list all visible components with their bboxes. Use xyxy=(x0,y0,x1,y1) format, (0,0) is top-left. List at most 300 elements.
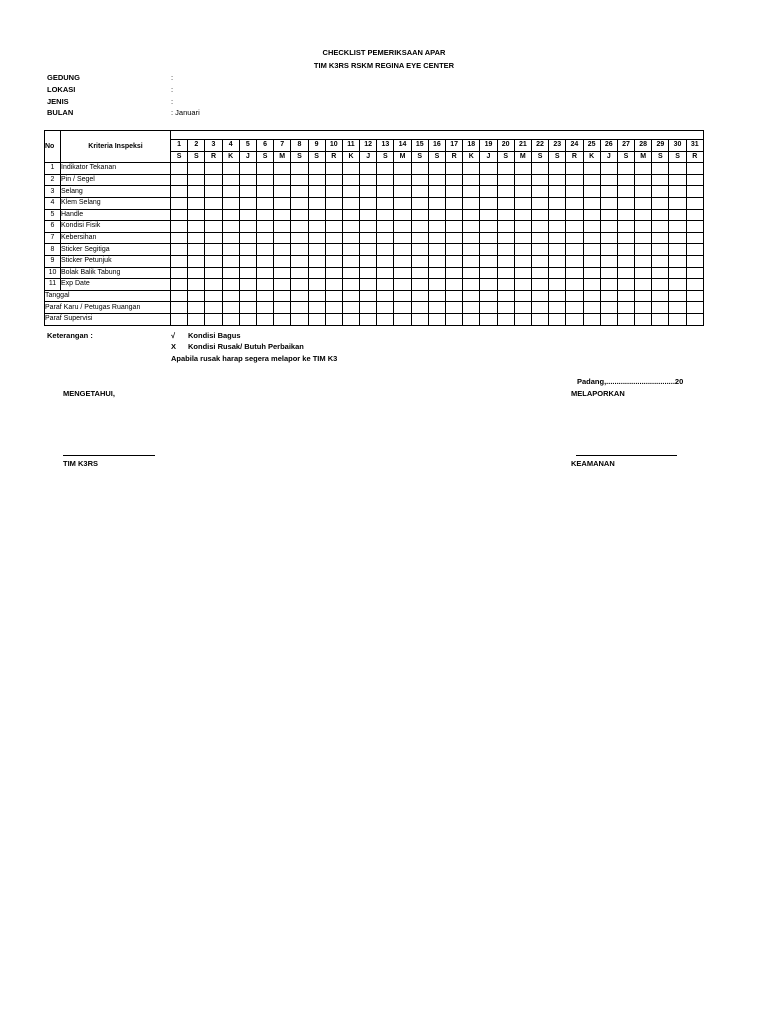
check-cell xyxy=(291,232,308,244)
check-cell xyxy=(566,244,583,256)
check-cell xyxy=(635,244,652,256)
footer-cell xyxy=(428,302,445,314)
check-cell xyxy=(463,174,480,186)
check-cell xyxy=(480,244,497,256)
table-row xyxy=(45,255,704,267)
info-value-gedung: : xyxy=(171,73,174,82)
check-cell xyxy=(480,163,497,175)
check-cell xyxy=(480,267,497,279)
weekday-letter: S xyxy=(171,151,188,163)
footer-cell xyxy=(446,290,463,302)
criteria-label: Exp Date xyxy=(61,279,171,291)
check-cell xyxy=(566,221,583,233)
weekday-letter: S xyxy=(549,151,566,163)
legend-symbol-bad: X xyxy=(171,342,177,351)
check-cell xyxy=(446,186,463,198)
footer-cell xyxy=(342,313,359,325)
check-cell xyxy=(497,279,514,291)
footer-row-label: Tanggal xyxy=(45,290,171,302)
check-cell xyxy=(188,221,205,233)
check-cell xyxy=(325,197,342,209)
footer-cell xyxy=(274,313,291,325)
check-cell xyxy=(652,163,669,175)
footer-cell xyxy=(256,313,273,325)
footer-cell xyxy=(171,290,188,302)
check-cell xyxy=(463,232,480,244)
day-number: 25 xyxy=(583,140,600,152)
check-cell xyxy=(531,244,548,256)
check-cell xyxy=(446,279,463,291)
day-number: 12 xyxy=(360,140,377,152)
check-cell xyxy=(531,209,548,221)
right-signature-name: KEAMANAN xyxy=(571,459,615,468)
check-cell xyxy=(428,221,445,233)
check-cell xyxy=(394,174,411,186)
check-cell xyxy=(514,174,531,186)
check-cell xyxy=(411,163,428,175)
check-cell xyxy=(583,232,600,244)
footer-cell xyxy=(411,302,428,314)
check-cell xyxy=(617,174,634,186)
check-cell xyxy=(411,244,428,256)
criteria-label: Kebersihan xyxy=(61,232,171,244)
footer-cell xyxy=(480,313,497,325)
day-number: 17 xyxy=(446,140,463,152)
check-cell xyxy=(274,209,291,221)
footer-cell xyxy=(394,313,411,325)
check-cell xyxy=(308,174,325,186)
check-cell xyxy=(274,279,291,291)
footer-cell xyxy=(531,313,548,325)
check-cell xyxy=(239,279,256,291)
weekday-letter: K xyxy=(463,151,480,163)
footer-cell xyxy=(360,313,377,325)
day-number: 21 xyxy=(514,140,531,152)
check-cell xyxy=(394,221,411,233)
check-cell xyxy=(446,267,463,279)
criteria-label: Selang xyxy=(61,186,171,198)
check-cell xyxy=(446,163,463,175)
check-cell xyxy=(686,279,703,291)
check-cell xyxy=(274,244,291,256)
day-number: 9 xyxy=(308,140,325,152)
footer-cell xyxy=(600,302,617,314)
check-cell xyxy=(342,197,359,209)
check-cell xyxy=(325,186,342,198)
check-cell xyxy=(514,255,531,267)
check-cell xyxy=(308,209,325,221)
check-cell xyxy=(531,197,548,209)
footer-cell xyxy=(617,290,634,302)
footer-row-label: Paraf Supervisi xyxy=(45,313,171,325)
check-cell xyxy=(222,232,239,244)
day-number: 24 xyxy=(566,140,583,152)
check-cell xyxy=(463,255,480,267)
check-cell xyxy=(480,186,497,198)
legend-label: Keterangan : xyxy=(47,331,93,340)
footer-cell xyxy=(377,290,394,302)
check-cell xyxy=(652,279,669,291)
table-footer-row xyxy=(45,313,704,325)
check-cell xyxy=(256,279,273,291)
check-cell xyxy=(446,244,463,256)
weekday-letter: S xyxy=(256,151,273,163)
footer-cell xyxy=(669,290,686,302)
check-cell xyxy=(411,174,428,186)
day-number: 18 xyxy=(463,140,480,152)
weekday-letter: S xyxy=(652,151,669,163)
check-cell xyxy=(222,279,239,291)
check-cell xyxy=(171,267,188,279)
check-cell xyxy=(291,279,308,291)
check-cell xyxy=(600,221,617,233)
check-cell xyxy=(428,267,445,279)
criteria-label: Indikator Tekanan xyxy=(61,163,171,175)
table-row xyxy=(45,197,704,209)
check-cell xyxy=(222,186,239,198)
check-cell xyxy=(428,174,445,186)
check-cell xyxy=(291,267,308,279)
check-cell xyxy=(291,174,308,186)
check-cell xyxy=(342,209,359,221)
check-cell xyxy=(411,197,428,209)
check-cell xyxy=(635,255,652,267)
check-cell xyxy=(463,267,480,279)
check-cell xyxy=(669,174,686,186)
day-number: 2 xyxy=(188,140,205,152)
check-cell xyxy=(669,163,686,175)
check-cell xyxy=(256,244,273,256)
check-cell xyxy=(239,255,256,267)
footer-cell xyxy=(171,302,188,314)
check-cell xyxy=(394,232,411,244)
footer-cell xyxy=(480,302,497,314)
footer-cell xyxy=(239,290,256,302)
check-cell xyxy=(600,174,617,186)
check-cell xyxy=(360,255,377,267)
weekday-letter: M xyxy=(514,151,531,163)
check-cell xyxy=(446,174,463,186)
day-number: 29 xyxy=(652,140,669,152)
check-cell xyxy=(205,267,222,279)
table-row xyxy=(45,174,704,186)
check-cell xyxy=(308,267,325,279)
weekday-letter: M xyxy=(274,151,291,163)
check-cell xyxy=(188,186,205,198)
check-cell xyxy=(377,221,394,233)
footer-cell xyxy=(583,313,600,325)
check-cell xyxy=(686,209,703,221)
check-cell xyxy=(600,267,617,279)
weekday-letter: J xyxy=(600,151,617,163)
footer-cell xyxy=(514,313,531,325)
footer-cell xyxy=(566,302,583,314)
check-cell xyxy=(342,244,359,256)
check-cell xyxy=(463,244,480,256)
check-cell xyxy=(274,174,291,186)
footer-cell xyxy=(497,290,514,302)
check-cell xyxy=(463,279,480,291)
check-cell xyxy=(514,244,531,256)
info-label-bulan: BULAN xyxy=(47,108,74,117)
day-number: 22 xyxy=(531,140,548,152)
check-cell xyxy=(428,186,445,198)
check-cell xyxy=(222,174,239,186)
row-number: 5 xyxy=(45,209,61,221)
check-cell xyxy=(188,163,205,175)
check-cell xyxy=(514,279,531,291)
weekday-letter: S xyxy=(531,151,548,163)
check-cell xyxy=(377,163,394,175)
check-cell xyxy=(205,279,222,291)
table-footer-row xyxy=(45,302,704,314)
check-cell xyxy=(617,255,634,267)
check-cell xyxy=(325,244,342,256)
check-cell xyxy=(549,255,566,267)
check-cell xyxy=(531,163,548,175)
weekday-letter: S xyxy=(291,151,308,163)
weekday-letter: R xyxy=(205,151,222,163)
weekday-letter: R xyxy=(446,151,463,163)
check-cell xyxy=(325,163,342,175)
check-cell xyxy=(617,244,634,256)
check-cell xyxy=(549,174,566,186)
check-cell xyxy=(600,197,617,209)
check-cell xyxy=(171,279,188,291)
check-cell xyxy=(600,255,617,267)
check-cell xyxy=(274,255,291,267)
check-cell xyxy=(308,232,325,244)
check-cell xyxy=(652,255,669,267)
row-number: 8 xyxy=(45,244,61,256)
check-cell xyxy=(274,163,291,175)
page-title: CHECKLIST PEMERIKSAAN APAR xyxy=(322,48,446,57)
check-cell xyxy=(583,209,600,221)
weekday-letter: J xyxy=(360,151,377,163)
check-cell xyxy=(239,244,256,256)
day-number: 14 xyxy=(394,140,411,152)
footer-cell xyxy=(188,290,205,302)
check-cell xyxy=(377,197,394,209)
footer-cell xyxy=(394,290,411,302)
check-cell xyxy=(239,174,256,186)
check-cell xyxy=(652,209,669,221)
info-label-gedung: GEDUNG xyxy=(47,73,80,82)
check-cell xyxy=(325,174,342,186)
check-cell xyxy=(480,209,497,221)
no-header: No xyxy=(45,131,61,163)
footer-cell xyxy=(256,290,273,302)
weekday-letter: S xyxy=(497,151,514,163)
check-cell xyxy=(686,197,703,209)
footer-cell xyxy=(652,302,669,314)
check-cell xyxy=(652,186,669,198)
check-cell xyxy=(360,267,377,279)
check-cell xyxy=(256,197,273,209)
day-number: 11 xyxy=(342,140,359,152)
criteria-label: Klem Selang xyxy=(61,197,171,209)
check-cell xyxy=(549,163,566,175)
footer-cell xyxy=(325,290,342,302)
day-number: 28 xyxy=(635,140,652,152)
check-cell xyxy=(480,232,497,244)
check-cell xyxy=(205,221,222,233)
check-cell xyxy=(566,232,583,244)
table-row xyxy=(45,267,704,279)
footer-cell xyxy=(377,313,394,325)
weekday-letter: M xyxy=(394,151,411,163)
check-cell xyxy=(342,279,359,291)
footer-cell xyxy=(686,290,703,302)
footer-cell xyxy=(308,313,325,325)
check-cell xyxy=(635,197,652,209)
check-cell xyxy=(566,255,583,267)
check-cell xyxy=(342,163,359,175)
weekday-letter: S xyxy=(188,151,205,163)
check-cell xyxy=(171,186,188,198)
footer-cell xyxy=(617,302,634,314)
check-cell xyxy=(205,255,222,267)
table-row xyxy=(45,221,704,233)
check-cell xyxy=(239,197,256,209)
check-cell xyxy=(669,244,686,256)
footer-cell xyxy=(463,313,480,325)
check-cell xyxy=(669,209,686,221)
weekday-letter: R xyxy=(325,151,342,163)
table-row xyxy=(45,186,704,198)
check-cell xyxy=(222,197,239,209)
check-cell xyxy=(549,209,566,221)
check-cell xyxy=(360,232,377,244)
criteria-label: Kondisi Fisik xyxy=(61,221,171,233)
footer-cell xyxy=(686,313,703,325)
check-cell xyxy=(669,267,686,279)
check-cell xyxy=(549,244,566,256)
check-cell xyxy=(497,232,514,244)
footer-cell xyxy=(428,313,445,325)
check-cell xyxy=(256,267,273,279)
check-cell xyxy=(291,244,308,256)
check-cell xyxy=(411,232,428,244)
day-number: 10 xyxy=(325,140,342,152)
check-cell xyxy=(566,267,583,279)
check-cell xyxy=(171,174,188,186)
check-cell xyxy=(686,221,703,233)
check-cell xyxy=(188,244,205,256)
legend-symbol-good: √ xyxy=(171,331,176,340)
footer-cell xyxy=(514,290,531,302)
check-cell xyxy=(514,267,531,279)
check-cell xyxy=(480,174,497,186)
check-cell xyxy=(360,186,377,198)
footer-cell xyxy=(222,313,239,325)
check-cell xyxy=(428,163,445,175)
check-cell xyxy=(463,209,480,221)
check-cell xyxy=(531,174,548,186)
check-cell xyxy=(428,279,445,291)
check-cell xyxy=(308,255,325,267)
check-cell xyxy=(377,279,394,291)
check-cell xyxy=(274,232,291,244)
check-cell xyxy=(325,267,342,279)
check-cell xyxy=(428,209,445,221)
check-cell xyxy=(222,255,239,267)
footer-cell xyxy=(549,290,566,302)
weekday-letter: S xyxy=(377,151,394,163)
check-cell xyxy=(188,255,205,267)
day-number: 27 xyxy=(617,140,634,152)
check-cell xyxy=(256,209,273,221)
check-cell xyxy=(342,232,359,244)
footer-cell xyxy=(514,302,531,314)
check-cell xyxy=(274,186,291,198)
check-cell xyxy=(394,209,411,221)
criteria-header: Kriteria Inspeksi xyxy=(61,131,171,163)
check-cell xyxy=(291,255,308,267)
check-cell xyxy=(171,232,188,244)
left-signature-line xyxy=(63,455,155,456)
footer-cell xyxy=(308,302,325,314)
check-cell xyxy=(205,232,222,244)
table-row xyxy=(45,232,704,244)
check-cell xyxy=(463,163,480,175)
check-cell xyxy=(463,186,480,198)
check-cell xyxy=(308,279,325,291)
footer-cell xyxy=(635,290,652,302)
check-cell xyxy=(325,209,342,221)
left-signature-heading: MENGETAHUI, xyxy=(63,389,115,398)
check-cell xyxy=(222,221,239,233)
footer-cell xyxy=(583,290,600,302)
footer-cell xyxy=(600,290,617,302)
check-cell xyxy=(497,255,514,267)
info-value-bulan: : Januari xyxy=(171,108,200,117)
check-cell xyxy=(686,267,703,279)
check-cell xyxy=(497,174,514,186)
row-number: 3 xyxy=(45,186,61,198)
check-cell xyxy=(549,186,566,198)
check-cell xyxy=(239,221,256,233)
footer-cell xyxy=(325,302,342,314)
check-cell xyxy=(394,186,411,198)
row-number: 9 xyxy=(45,255,61,267)
check-cell xyxy=(239,267,256,279)
check-cell xyxy=(446,255,463,267)
check-cell xyxy=(171,209,188,221)
footer-cell xyxy=(566,313,583,325)
footer-cell xyxy=(411,290,428,302)
check-cell xyxy=(325,255,342,267)
check-cell xyxy=(308,163,325,175)
legend-text-bad: Kondisi Rusak/ Butuh Perbaikan xyxy=(188,342,304,351)
footer-cell xyxy=(549,313,566,325)
check-cell xyxy=(583,244,600,256)
check-cell xyxy=(291,186,308,198)
check-cell xyxy=(549,197,566,209)
check-cell xyxy=(686,244,703,256)
check-cell xyxy=(531,221,548,233)
check-cell xyxy=(325,279,342,291)
footer-cell xyxy=(669,313,686,325)
check-cell xyxy=(669,232,686,244)
footer-cell xyxy=(428,290,445,302)
footer-cell xyxy=(652,313,669,325)
check-cell xyxy=(497,163,514,175)
check-cell xyxy=(635,163,652,175)
weekday-letter: R xyxy=(566,151,583,163)
check-cell xyxy=(514,163,531,175)
check-cell xyxy=(566,163,583,175)
